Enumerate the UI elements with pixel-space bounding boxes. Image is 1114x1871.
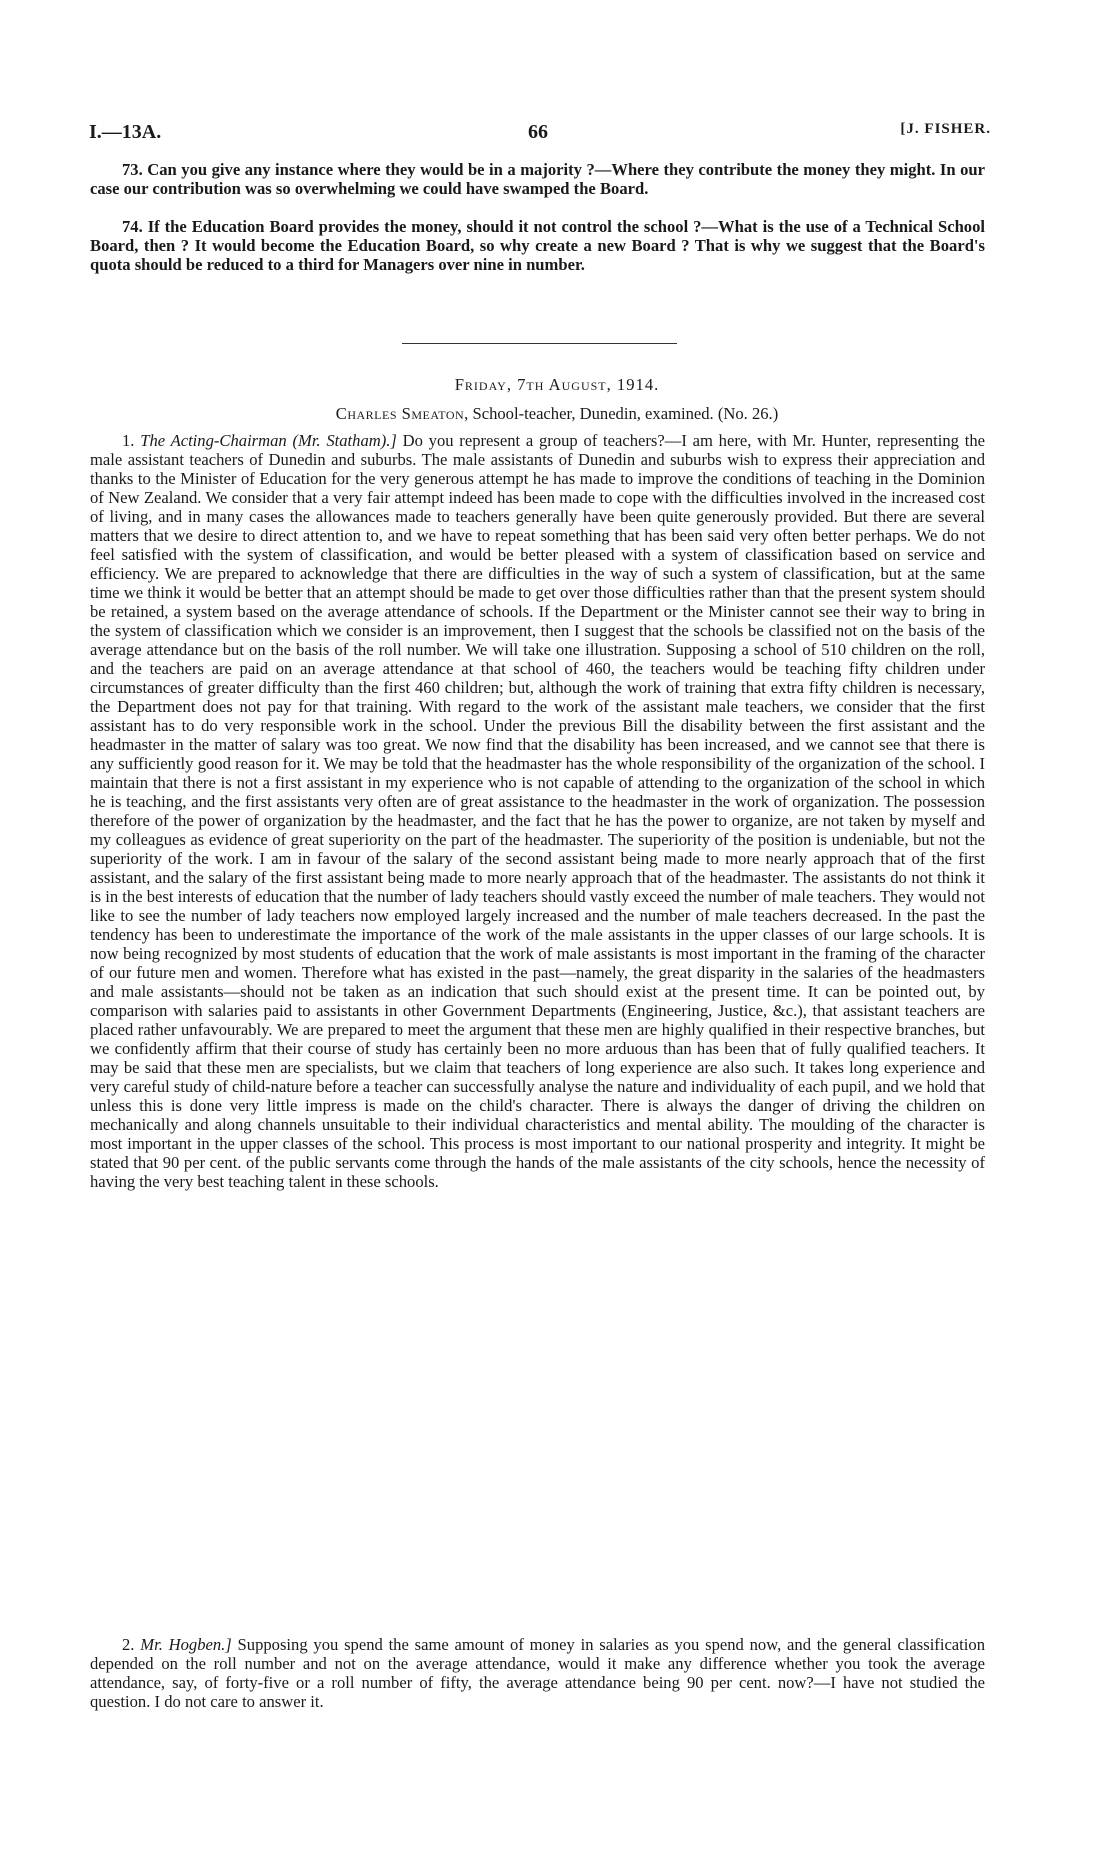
question-1-number: 1. [122, 431, 135, 450]
question-73: 73. Can you give any instance where they would be in a majority ?—Where they contribute the money they might. In our case our contribution was so overwhelming we could have swamped the Board. [90, 160, 985, 198]
question-2-number: 2. [122, 1635, 135, 1654]
page-header [85, 121, 991, 155]
section-divider [402, 343, 677, 344]
witness-name: Charles Smeaton [335, 404, 465, 423]
page-number: 66 [528, 121, 548, 143]
witness-description: , School-teacher, Dunedin, examined. (No. 26.) [464, 404, 779, 423]
date-heading: Friday, 7th August, 1914. [454, 375, 660, 394]
question-1-questioner: The Acting-Chairman (Mr. Statham).] [140, 431, 397, 450]
witness-heading [0, 404, 1114, 424]
header-witness: [J. FISHER. [900, 121, 991, 137]
header-reference: I.—13A. [89, 121, 162, 143]
question-2 [90, 1635, 985, 1711]
question-74: 74. If the Education Board provides the money, should it not control the school ?—What is the use of a Technical School Board, then ? It would become the Education Board, so why create a new Board ? That is why we suggest that the Board's quota should be reduced to a third for Managers over nine in number. [90, 217, 985, 274]
question-2-questioner: Mr. Hogben.] [140, 1635, 232, 1654]
question-1 [90, 431, 985, 1191]
question-2-text: Supposing you spend the same amount of money in salaries as you spend now, and the general classification depended on the roll number and not on the average attendance, would it make any difference whether you took the average attendance, say, of forty-five or a roll number of fifty, the average attendance being 90 per cent. now?—I have not studied the question. I do not care to answer it. [90, 1635, 985, 1711]
question-1-text: Do you represent a group of teachers?—I am here, with Mr. Hunter, representing the male assistant teachers of Dunedin and suburbs. The male assistants of Dunedin and suburbs wish to express their appreciation and thanks to the Minister of Education for the very generous attempt he has made to improve the conditions of teaching in the Dominion of New Zealand. We consider that a very fair attempt indeed has been made to cope with the difficulties involved in the increased cost of living, and in many cases the allowances made to teachers generally have been quite generously provided. But there are several matters that we desire to direct attention to, and we have to repeat something that has been said very often better perhaps. We do not feel satisfied with the system of classification, and would be better pleased with a system of classification based on service and efficiency. We are prepared to acknowledge that there are difficulties in the way of such a system of classification, but at the same time we think it would be better that an attempt should be made to get over those difficulties rather than that the present system should be retained, a system based on the average attendance of schools. If the Department or the Minister cannot see their way to bring in the system of classification which we consider is an improvement, then I suggest that the schools be classified not on the basis of the average attendance but on the basis of the roll number. We will take one illustration. Supposing a school of 510 children on the roll, and the teachers are paid on an average attendance at that school of 460, the teachers would be teaching fifty children under circumstances of greater difficulty than the first 460 children; but, although the work of training that extra fifty children is necessary, the Department does not pay for that training. With regard to the work of the assistant male teachers, we consider that the first assistant has to do very responsible work in the school. Under the previous Bill the disability between the first assistant and the headmaster in the matter of salary was too great. We now find that the disability has been increased, and we cannot see that there is any sufficiently good reason for it. We may be told that the headmaster has the whole responsibility of the organization of the school. I maintain that there is not a first assistant in my experience who is not capable of attending to the organization of the school in which he is teaching, and the first assistants very often are of great assistance to the headmaster in the work of organization. The possession therefore of the power of organization by the headmaster, and the fact that he has the power to organize, are not taken by myself and my colleagues as evidence of great superiority on the part of the headmaster. The superiority of the position is undeniable, but not the superiority of the work. I am in favour of the salary of the second assistant being made to more nearly approach that of the first assistant, and the salary of the first assistant being made to more nearly approach that of the headmaster. The assistants do not think it is in the best interests of education that the number of lady teachers should vastly exceed the number of male teachers. They would not like to see the number of lady teachers now employed largely increased and the number of male teachers decreased. In the past the tendency has been to underestimate the importance of the work of the male assistants in the upper classes of our large schools. It is now being recognized by most students of education that the work of male assistants is most important in the framing of the character of our future men and women. Therefore what has existed in the past—namely, the great disparity in the salaries of the headmasters and male assistants—should not be taken as an indication that such should exist at the present time. It can be pointed out, by comparison with salaries paid to assistants in other Government Departments (Engineering, Justice, &c.), that assistant teachers are placed rather unfavourably. We are prepared to meet the argument that these men are highly qualified in their respective branches, but we confidently affirm that their course of study has certainly been no more arduous than has been that of fully qualified teachers. It may be said that these men are specialists, but we claim that teachers of long experience are also such. It takes long experience and very careful study of child-nature before a teacher can successfully analyse the nature and individuality of each pupil, and we hold that unless this is done very little impress is made on the child's character. There is always the danger of driving the children on mechanically and along channels unsuitable to their individual characteristics and mental ability. The moulding of the character is most important in the upper classes of the school. This process is most important to our national prosperity and integrity. It might be stated that 90 per cent. of the public servants come through the hands of the male assistants of the city schools, hence the necessity of having the very best teaching talent in these schools. [90, 431, 985, 1191]
